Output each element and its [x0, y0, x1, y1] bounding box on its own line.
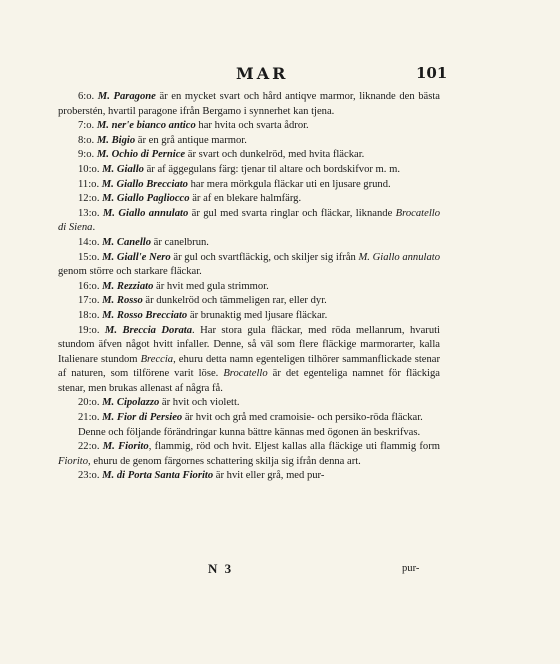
entry-number: 20:o. [78, 397, 100, 409]
page-number: 101 [416, 64, 448, 82]
entry-text: är hvit och violett. [159, 397, 240, 409]
italic-term: Brocatello [223, 368, 268, 380]
marble-name: di Porta Santa Fiorito [116, 470, 214, 482]
entry-number: 11:o. [78, 178, 100, 190]
marble-name: Cipolazzo [116, 397, 160, 409]
marble-name: Rezziato [116, 280, 154, 292]
marble-entry [58, 411, 440, 426]
entry-text: är canelbrun. [151, 236, 209, 248]
entry-text: är det egenteliga namnet för fläckiga stenar, men brukas allenast af några få. [58, 368, 440, 394]
marble-entry [58, 324, 440, 397]
entry-abbr: M. [102, 163, 115, 175]
marble-name: Rosso [116, 295, 143, 307]
entry-number: 13:o. [78, 207, 100, 219]
entry-text: är dunkelröd och tämmeligen rar, eller dyr. [142, 295, 327, 307]
marble-entry [58, 251, 440, 280]
entry-number: 21:o. [78, 412, 100, 424]
marble-entry [58, 163, 440, 178]
entry-text: . [92, 222, 96, 234]
marble-name: Paragone [113, 91, 156, 102]
marble-name: Giallo annulato [118, 207, 189, 219]
entry-abbr: M. [102, 470, 115, 482]
marble-name: Canello [116, 236, 152, 248]
entry-number: 18:o. [78, 309, 100, 321]
entry-number: 6:o. [78, 91, 95, 102]
marble-entry [58, 396, 440, 411]
entry-text: , ehuru de genom färgornes schattering skilja sig ifrån denna art. [88, 455, 361, 467]
entry-abbr: M. [97, 91, 110, 102]
entry-abbr: M. [102, 295, 115, 307]
marble-name: Bigio [111, 134, 136, 146]
entry-text: är brunaktig med ljusare fläckar. [187, 309, 328, 321]
entry-text: , flammig, röd och hvit. Eljest kallas alla fläckige uti flammig form [148, 441, 440, 453]
page-body [58, 90, 440, 484]
entry-text: . Har stora gula fläckar, med röda mellanrum, hvaruti stundom äfven något hvitt infaller. Denne, så väl som flere fläckige marmorarter, kalla Italienare stundom [58, 324, 441, 365]
entry-abbr: M. [104, 324, 117, 336]
entry-number: 22:o. [78, 441, 100, 453]
running-title: MAR [236, 64, 289, 83]
entry-abbr: M. [102, 251, 115, 263]
marble-name: Fior di Persieo [116, 412, 183, 424]
marble-name: Rosso Brecciato [116, 309, 188, 321]
marble-entry [58, 280, 440, 295]
catchword: pur- [402, 563, 420, 574]
entry-abbr: M. [102, 236, 115, 248]
marble-entry [58, 309, 440, 324]
entry-number: 8:o. [78, 134, 95, 146]
marble-name: Fiorito [118, 441, 149, 453]
italic-term: M. Giallo annulato [358, 251, 441, 263]
entry-list [58, 90, 440, 426]
entry-text: , ehuru detta namn egenteligen tilhörer sammanflickade stenar af naturen, som tilförene varit löse. [58, 353, 440, 380]
marble-name: Breccia Dorata [122, 324, 193, 336]
entry-text: genom större och starkare fläckar. [58, 266, 202, 278]
marble-entry [58, 119, 440, 134]
marble-entry [58, 469, 440, 484]
marble-entry [58, 148, 440, 163]
page-footer [0, 561, 560, 577]
entry-text: är hvit med gula strimmor. [153, 280, 269, 292]
entry-number: 12:o. [78, 193, 100, 205]
entry-number: 9:o. [78, 149, 95, 161]
marble-name: Giallo Pagliocco [116, 193, 190, 205]
note-paragraph: Denne och följande förändringar kunna bättre kännas med ögonen än beskrifvas. [78, 426, 421, 438]
entry-text: har mera mörkgula fläckar uti en ljusare grund. [187, 178, 391, 190]
entry-abbr: M. [102, 412, 115, 424]
entry-number: 16:o. [78, 280, 100, 292]
marble-name: Giallo [116, 163, 144, 175]
entry-abbr: M. [96, 120, 109, 132]
italic-term: Breccia [140, 353, 174, 365]
entry-number: 14:o. [78, 236, 100, 248]
marble-entry [58, 294, 440, 309]
entry-abbr: M. [102, 207, 115, 219]
marble-entry [58, 440, 440, 469]
entry-abbr: M. [101, 178, 114, 190]
entry-number: 7:o. [78, 120, 95, 132]
entry-text: är hvit eller grå, med pur- [213, 470, 325, 482]
marble-entry [58, 90, 440, 119]
entry-abbr: M. [102, 397, 115, 409]
entry-number: 10:o. [78, 163, 100, 175]
marble-entry [58, 192, 440, 207]
entry-abbr: M. [102, 309, 115, 321]
entry-abbr: M. [102, 441, 115, 453]
marble-entry [58, 134, 440, 149]
entry-abbr: M. [102, 193, 115, 205]
entry-abbr: M. [102, 280, 115, 292]
marble-entry [58, 207, 440, 236]
signature-mark: N 3 [208, 561, 234, 576]
entry-text: är hvit och grå med cramoisie- och persiko-röda fläckar. [182, 412, 423, 424]
entry-text: är svart och dunkelröd, med hvita fläckar. [185, 149, 365, 161]
marble-entry [58, 236, 440, 251]
entry-text: är gul och svartfläckig, och skiljer sig ifrån [170, 251, 359, 263]
entry-text: är en grå antique marmor. [135, 134, 247, 146]
marble-name: Giall'e Nero [116, 251, 171, 263]
entry-number: 17:o. [78, 295, 100, 307]
entry-text: är en mycket svart och hård antiqve marmor, liknande den bästa proberstén, hvartil paragone ifrån Bergamo i synnerhet kan tjena. [58, 91, 440, 117]
running-header [0, 64, 560, 84]
entry-abbr: M. [96, 149, 109, 161]
entry-number: 23:o. [78, 470, 100, 482]
italic-term: Fiorito [58, 455, 89, 467]
marble-entry [58, 178, 440, 193]
entry-number: 19:o. [78, 324, 100, 336]
entry-number: 15:o. [78, 251, 100, 263]
entry-list-continued [58, 440, 440, 484]
italic-term: Brocatello di Siena [58, 207, 440, 234]
marble-name: ner'e bianco antico [111, 120, 196, 132]
entry-text: är af äggegulans färg: tjenar til altare och bordskifvor m. m. [143, 163, 400, 175]
entry-text: är gul med svarta ringlar och fläckar, liknande [188, 207, 396, 219]
entry-text: är af en blekare halmfärg. [189, 193, 302, 205]
entry-text: har hvita och svarta ådror. [195, 120, 309, 132]
entry-abbr: M. [96, 134, 109, 146]
marble-name: Giallo Brecciato [116, 178, 188, 190]
marble-name: Ochio di Pernice [111, 149, 186, 161]
